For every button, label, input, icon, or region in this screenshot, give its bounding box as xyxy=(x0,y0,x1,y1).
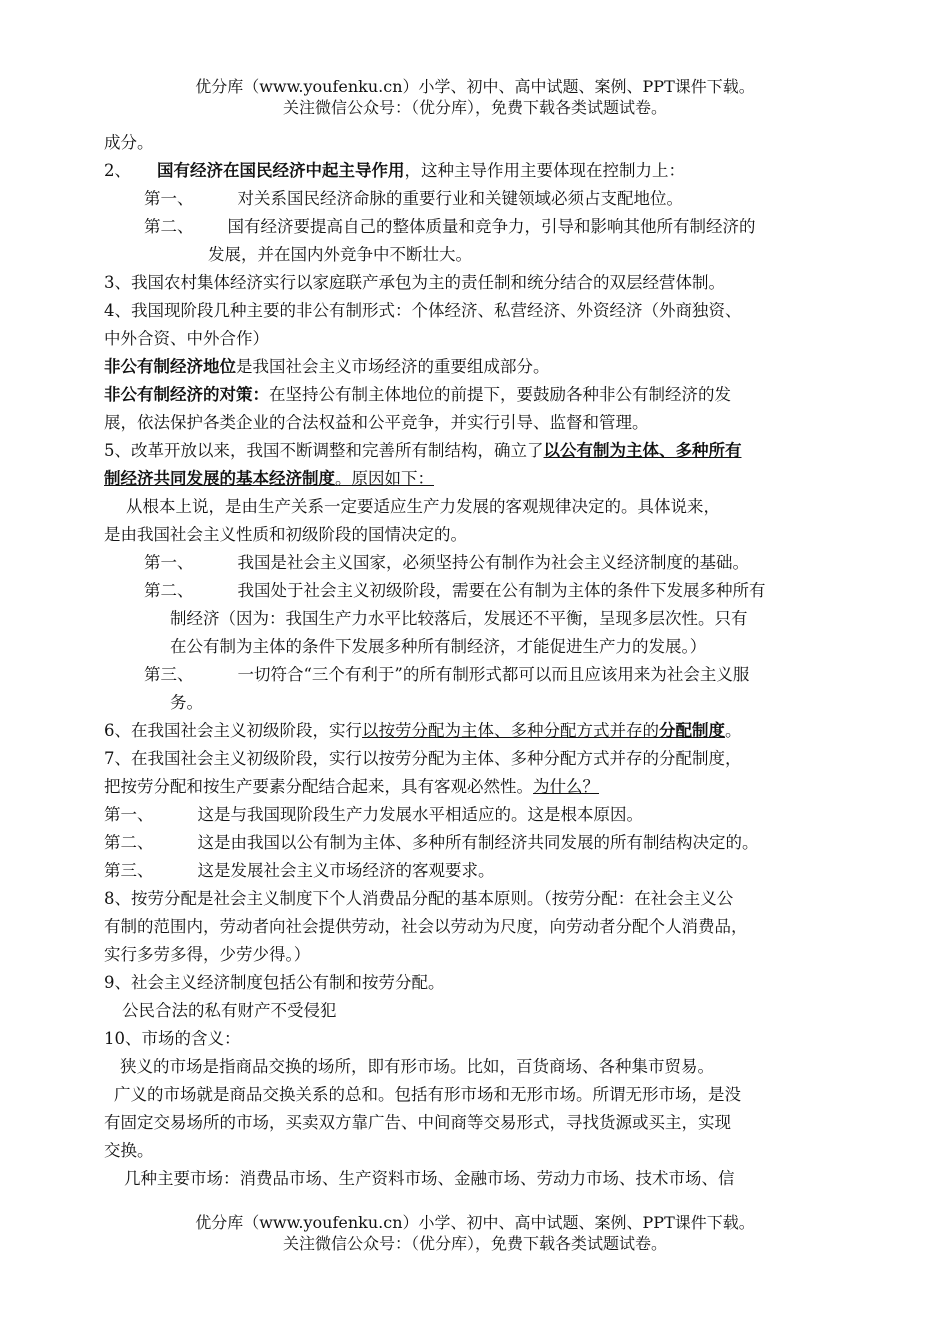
page-footer xyxy=(0,1212,950,1254)
item-label: 第三、 xyxy=(104,861,154,880)
text-span: 。 xyxy=(725,721,742,740)
list-item xyxy=(104,577,852,605)
item-label: 第二、 xyxy=(144,581,194,600)
text-span: 5、改革开放以来，我国不断调整和完善所有制结构，确立了 xyxy=(104,441,544,460)
text-line: 是由我国社会主义性质和初级阶段的国情决定的。 xyxy=(104,525,467,544)
underlined-term: 以公有制为主体、多种所有 xyxy=(543,441,742,460)
list-item xyxy=(104,829,852,857)
underlined-text: 。原因如下： xyxy=(335,469,434,488)
list-item xyxy=(104,185,852,213)
section-9: 9、社会主义经济制度包括公有制和按劳分配。 xyxy=(104,973,445,992)
section-5 xyxy=(104,437,852,465)
underlined-text: 以按劳分配为主体、多种分配方式并存的 xyxy=(362,721,659,740)
item-text: 一切符合“三个有利于”的所有制形式都可以而且应该用来为社会主义服 xyxy=(237,665,750,684)
text-line: 发展，并在国内外竞争中不断壮大。 xyxy=(208,245,472,264)
text-span: 6、在我国社会主义初级阶段，实行 xyxy=(104,721,362,740)
underlined-term: 分配制度 xyxy=(659,721,725,740)
text-line: 公民合法的私有财产不受侵犯 xyxy=(122,1001,337,1020)
item-label: 第三、 xyxy=(144,665,194,684)
item-text: 这是与我国现阶段生产力发展水平相适应的。这是根本原因。 xyxy=(197,805,643,824)
section-8: 8、按劳分配是社会主义制度下个人消费品分配的基本原则。（按劳分配：在社会主义公 xyxy=(104,889,734,908)
bold-term: 非公有制经济地位 xyxy=(104,357,236,376)
header-line-2: 关注微信公众号：（优分库），免费下载各类试题试卷。 xyxy=(282,98,667,117)
list-item xyxy=(104,661,852,689)
text-span: 把按劳分配和按生产要素分配结合起来，具有客观必然性。 xyxy=(104,777,533,796)
underlined-term: 制经济共同发展的基本经济制度 xyxy=(104,469,335,488)
text-line: 中外合资、中外合作） xyxy=(104,329,269,348)
item-text: 国有经济要提高自己的整体质量和竞争力，引导和影响其他所有制经济的 xyxy=(227,217,756,236)
item-text: 这是由我国以公有制为主体、多种所有制经济共同发展的所有制结构决定的。 xyxy=(197,833,759,852)
section-7: 7、在我国社会主义初级阶段，实行以按劳分配为主体、多种分配方式并存的分配制度， xyxy=(104,749,742,768)
section-2-heading xyxy=(104,157,852,185)
list-item xyxy=(104,801,852,829)
text-line: 几种主要市场：消费品市场、生产资料市场、金融市场、劳动力市场、技术市场、信 xyxy=(124,1169,735,1188)
text-line xyxy=(104,465,852,493)
text-line: 有制的范围内，劳动者向社会提供劳动，社会以劳动为尺度，向劳动者分配个人消费品， xyxy=(104,917,748,936)
text-line xyxy=(104,773,852,801)
page-header xyxy=(0,76,950,118)
text-line: 在公有制为主体的条件下发展多种所有制经济，才能促进生产力的发展。） xyxy=(170,637,707,656)
text-span: 是我国社会主义市场经济的重要组成部分。 xyxy=(236,357,550,376)
text-line: 展，依法保护各类企业的合法权益和公平竞争，并实行引导、监督和管理。 xyxy=(104,413,649,432)
list-item xyxy=(104,213,852,241)
section-6 xyxy=(104,717,852,745)
section-number: 2、 xyxy=(104,161,131,180)
section-4: 4、我国现阶段几种主要的非公有制形式：个体经济、私营经济、外资经济（外商独资、 xyxy=(104,301,742,320)
item-label: 第二、 xyxy=(144,217,194,236)
text-line: 制经济（因为：我国生产力水平比较落后，发展还不平衡，呈现多层次性。只有 xyxy=(170,609,748,628)
item-label: 第二、 xyxy=(104,833,154,852)
text-line xyxy=(104,381,852,409)
text-span: 在坚持公有制主体地位的前提下，要鼓励各种非公有制经济的发 xyxy=(269,385,731,404)
text-line xyxy=(104,353,852,381)
item-label: 第一、 xyxy=(144,553,194,572)
list-item xyxy=(104,857,852,885)
text-line: 有固定交易场所的市场，买卖双方靠广告、中间商等交易形式，寻找货源或买主，实现 xyxy=(104,1113,731,1132)
section-10: 10、市场的含义： xyxy=(104,1029,241,1048)
text-line: 从根本上说，是由生产关系一定要适应生产力发展的客观规律决定的。具体说来， xyxy=(126,497,720,516)
text-line: 实行多劳多得，少劳少得。） xyxy=(104,945,311,964)
text-line: 交换。 xyxy=(104,1141,154,1160)
list-item xyxy=(104,549,852,577)
section-3: 3、我国农村集体经济实行以家庭联产承包为主的责任制和统分结合的双层经营体制。 xyxy=(104,273,725,292)
footer-line-2: 关注微信公众号：（优分库），免费下载各类试题试卷。 xyxy=(282,1234,667,1253)
item-text: 这是发展社会主义市场经济的客观要求。 xyxy=(197,861,495,880)
header-line-1: 优分库（www.youfenku.cn）小学、初中、高中试题、案例、PPT课件下载。 xyxy=(195,77,755,96)
document-body xyxy=(104,129,852,1193)
text-line: 广义的市场就是商品交换关系的总和。包括有形市场和无形市场。所谓无形市场，是没 xyxy=(114,1085,741,1104)
item-label: 第一、 xyxy=(144,189,194,208)
item-text: 我国是社会主义国家，必须坚持公有制作为社会主义经济制度的基础。 xyxy=(237,553,749,572)
bold-term: 非公有制经济的对策： xyxy=(104,385,269,404)
item-label: 第一、 xyxy=(104,805,154,824)
underlined-text: 为什么？ xyxy=(533,777,599,796)
text-span: ，这种主导作用主要体现在控制力上： xyxy=(404,161,685,180)
text-line: 狭义的市场是指商品交换的场所，即有形市场。比如，百货商场、各种集市贸易。 xyxy=(120,1057,714,1076)
item-text: 我国处于社会主义初级阶段，需要在公有制为主体的条件下发展多种所有 xyxy=(237,581,766,600)
text-line: 务。 xyxy=(170,693,203,712)
text-line: 成分。 xyxy=(104,133,154,152)
bold-term: 国有经济在国民经济中起主导作用 xyxy=(157,161,405,180)
footer-line-1: 优分库（www.youfenku.cn）小学、初中、高中试题、案例、PPT课件下载。 xyxy=(195,1213,755,1232)
item-text: 对关系国民经济命脉的重要行业和关键领域必须占支配地位。 xyxy=(237,189,683,208)
